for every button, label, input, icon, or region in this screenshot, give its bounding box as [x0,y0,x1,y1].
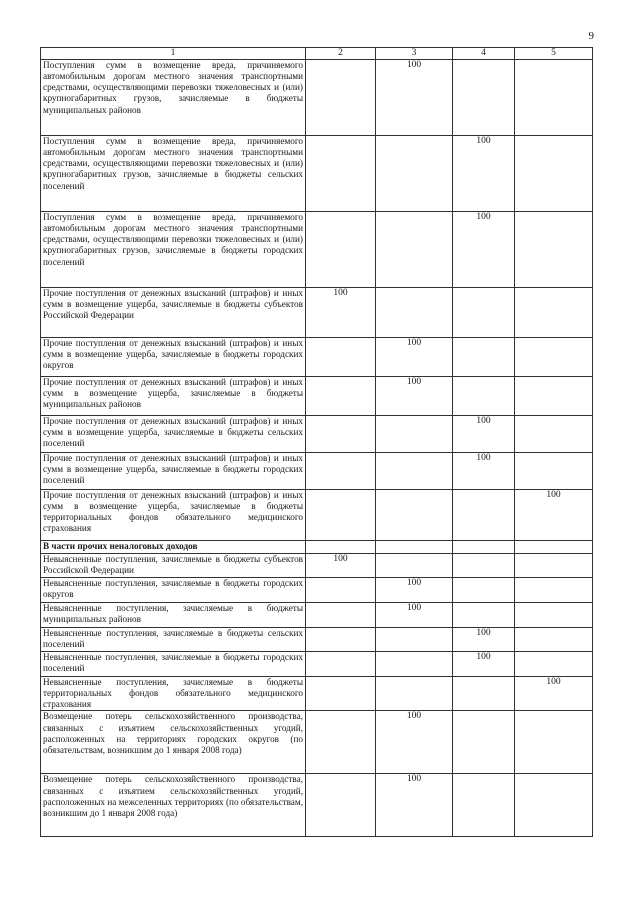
percent-cell-col3: 100 [376,377,453,416]
revenue-description: Прочие поступления от денежных взысканий (штрафов) и иных сумм в возмещение ущерба, зачисляемые в бюджеты муниципальных районов [41,377,306,416]
percent-cell-col2 [306,136,376,212]
percent-cell-col2 [306,628,376,652]
section-heading: В части прочих неналоговых доходов [41,541,306,554]
percent-cell-col2 [306,416,376,453]
table-row [41,603,593,628]
percent-cell-col4: 100 [453,212,515,288]
column-header-2: 2 [306,48,376,60]
percent-cell-col4 [453,338,515,377]
revenue-description: Невыясненные поступления, зачисляемые в бюджеты территориальных фондов обязательного медицинского страхования [41,677,306,711]
percent-cell-col5 [515,711,593,774]
table-row [41,416,593,453]
percent-cell-col5 [515,377,593,416]
table-row [41,377,593,416]
percent-cell-col2 [306,578,376,603]
percent-cell-col3: 100 [376,774,453,837]
percent-cell-col2 [306,711,376,774]
revenue-description: Возмещение потерь сельскохозяйственного производства, связанных с изъятием сельскохозяйственных угодий, расположенных на территориях городских округов (по обязательствам, возникшим до 1 января 2008 года) [41,711,306,774]
percent-cell-col3: 100 [376,711,453,774]
percent-cell-col4: 100 [453,453,515,490]
percent-cell-col3: 100 [376,60,453,136]
table-row [41,490,593,541]
percent-cell-col5 [515,541,593,554]
percent-cell-col3: 100 [376,603,453,628]
revenue-description: Возмещение потерь сельскохозяйственного производства, связанных с изъятием сельскохозяйственных угодий, расположенных на межселенных территориях (по обязательствам, возникшим до 1 января 2008 года) [41,774,306,837]
percent-cell-col4 [453,490,515,541]
percent-cell-col4 [453,774,515,837]
percent-cell-col5 [515,453,593,490]
percent-cell-col4 [453,711,515,774]
table-row [41,453,593,490]
table-row [41,628,593,652]
percent-cell-col3 [376,288,453,338]
percent-cell-col5 [515,578,593,603]
table-row [41,578,593,603]
percent-cell-col5 [515,652,593,677]
percent-cell-col5 [515,288,593,338]
percent-cell-col3 [376,212,453,288]
percent-cell-col4 [453,60,515,136]
table-row [41,554,593,578]
table-row [41,288,593,338]
percent-cell-col2 [306,652,376,677]
table-row [41,212,593,288]
table-row [41,677,593,711]
table-row [41,711,593,774]
percent-cell-col4: 100 [453,628,515,652]
percent-cell-col2: 100 [306,288,376,338]
percent-cell-col5 [515,628,593,652]
table-row [41,774,593,837]
percent-cell-col3 [376,677,453,711]
revenue-description: Невыясненные поступления, зачисляемые в бюджеты муниципальных районов [41,603,306,628]
table-row [41,338,593,377]
percent-cell-col3 [376,453,453,490]
percent-cell-col2 [306,60,376,136]
revenue-description: Невыясненные поступления, зачисляемые в бюджеты городских округов [41,578,306,603]
percent-cell-col2 [306,453,376,490]
table-row [41,136,593,212]
revenue-description: Поступления сумм в возмещение вреда, причиняемого автомобильным дорогам местного значения транспортными средствами, осуществляющими перевозки тяжеловесных и (или) крупногабаритных грузов, зачисляемые в бюджеты городских поселений [41,212,306,288]
percent-cell-col2 [306,490,376,541]
percent-cell-col5 [515,554,593,578]
revenue-description: Прочие поступления от денежных взысканий (штрафов) и иных сумм в возмещение ущерба, зачисляемые в бюджеты территориальных фондов обязательного медицинского страхования [41,490,306,541]
percent-cell-col5: 100 [515,677,593,711]
percent-cell-col3 [376,554,453,578]
column-header-3: 3 [376,48,453,60]
revenue-description: Невыясненные поступления, зачисляемые в бюджеты субъектов Российской Федерации [41,554,306,578]
percent-cell-col2 [306,677,376,711]
percent-cell-col4 [453,554,515,578]
percent-cell-col3 [376,416,453,453]
revenue-description: Прочие поступления от денежных взысканий (штрафов) и иных сумм в возмещение ущерба, зачисляемые в бюджеты сельских поселений [41,416,306,453]
revenue-description: Невыясненные поступления, зачисляемые в бюджеты сельских поселений [41,628,306,652]
percent-cell-col4 [453,377,515,416]
page-number: 9 [588,30,594,42]
percent-cell-col2 [306,338,376,377]
percent-cell-col4: 100 [453,416,515,453]
percent-cell-col5: 100 [515,490,593,541]
table-row [41,652,593,677]
column-header-1: 1 [41,48,306,60]
percent-cell-col2 [306,603,376,628]
revenue-description: Прочие поступления от денежных взысканий (штрафов) и иных сумм в возмещение ущерба, зачисляемые в бюджеты городских поселений [41,453,306,490]
percent-cell-col5 [515,416,593,453]
percent-cell-col5 [515,338,593,377]
percent-cell-col4 [453,288,515,338]
revenue-distribution-table [40,47,593,837]
percent-cell-col3 [376,541,453,554]
percent-cell-col4 [453,603,515,628]
revenue-description: Прочие поступления от денежных взысканий (штрафов) и иных сумм в возмещение ущерба, зачисляемые в бюджеты городских округов [41,338,306,377]
percent-cell-col5 [515,212,593,288]
table-row [41,541,593,554]
column-header-4: 4 [453,48,515,60]
table-row [41,60,593,136]
percent-cell-col3 [376,628,453,652]
percent-cell-col2 [306,212,376,288]
revenue-description: Поступления сумм в возмещение вреда, причиняемого автомобильным дорогам местного значения транспортными средствами, осуществляющими перевозки тяжеловесных и (или) крупногабаритных грузов, зачисляемые в бюджеты сельских поселений [41,136,306,212]
percent-cell-col5 [515,603,593,628]
column-header-5: 5 [515,48,593,60]
percent-cell-col3: 100 [376,338,453,377]
percent-cell-col4: 100 [453,136,515,212]
percent-cell-col5 [515,60,593,136]
percent-cell-col4: 100 [453,652,515,677]
percent-cell-col5 [515,774,593,837]
percent-cell-col5 [515,136,593,212]
percent-cell-col3 [376,136,453,212]
percent-cell-col2: 100 [306,554,376,578]
revenue-description: Невыясненные поступления, зачисляемые в бюджеты городских поселений [41,652,306,677]
revenue-description: Поступления сумм в возмещение вреда, причиняемого автомобильным дорогам местного значения транспортными средствами, осуществляющими перевозки тяжеловесных и (или) крупногабаритных грузов, зачисляемые в бюджеты муниципальных районов [41,60,306,136]
percent-cell-col4 [453,578,515,603]
percent-cell-col2 [306,377,376,416]
percent-cell-col3 [376,652,453,677]
percent-cell-col4 [453,541,515,554]
percent-cell-col4 [453,677,515,711]
percent-cell-col3: 100 [376,578,453,603]
percent-cell-col3 [376,490,453,541]
revenue-description: Прочие поступления от денежных взысканий (штрафов) и иных сумм в возмещение ущерба, зачисляемые в бюджеты субъектов Российской Федерации [41,288,306,338]
column-header-row [41,48,593,60]
percent-cell-col2 [306,541,376,554]
percent-cell-col2 [306,774,376,837]
